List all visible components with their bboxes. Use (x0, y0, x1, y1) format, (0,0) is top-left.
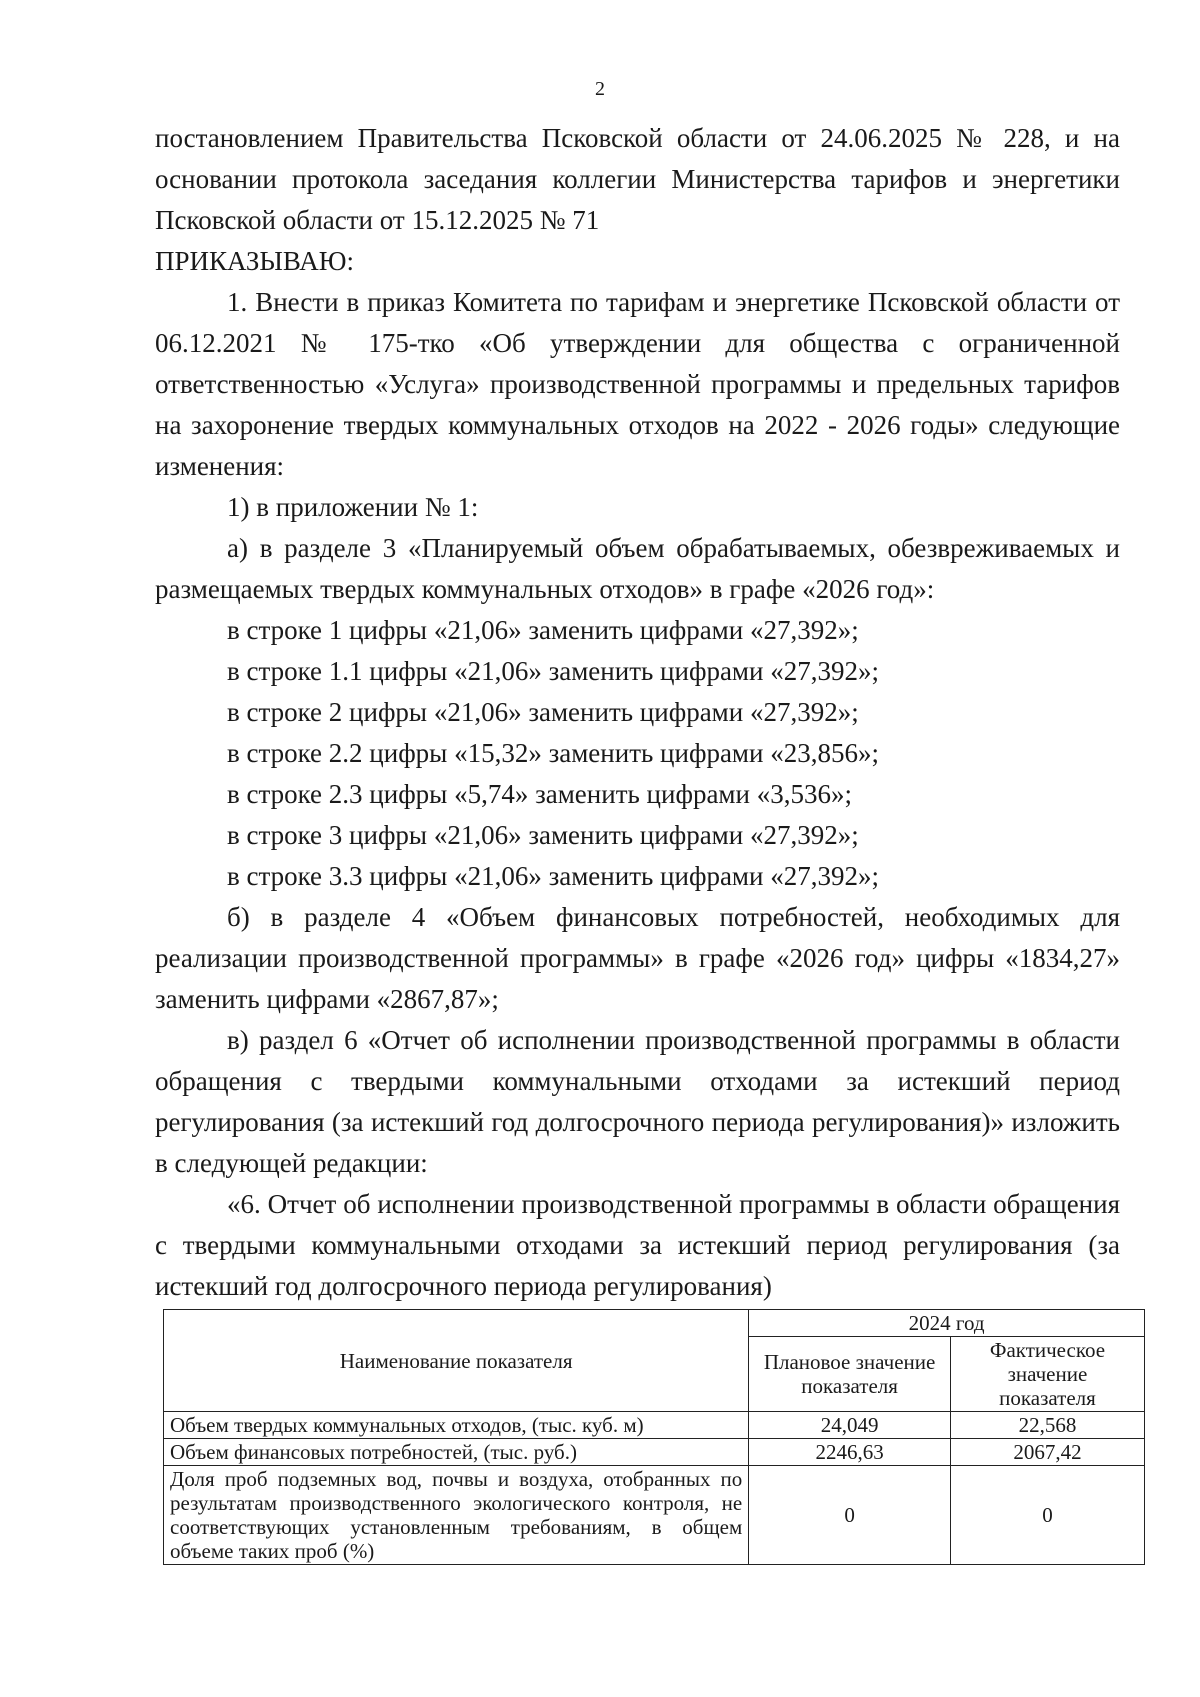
table-row (164, 1466, 1145, 1565)
replacement-line: в строке 3.3 цифры «21,06» заменить цифрами «27,392»; (227, 861, 879, 891)
table-header-row (164, 1310, 1145, 1337)
row-name: Объем финансовых потребностей, (тыс. руб.) (164, 1439, 749, 1466)
item-1-paragraph: 1. Внести в приказ Комитета по тарифам и энергетике Псковской области от 06.12.2021 № 175-тко «Об утверждении для общества с ограниченной ответственностью «Услуга» производственной программы и предельных тарифов на захоронение твердых коммунальных отходов на 2022 - 2026 годы» следующие изменения: (155, 287, 1120, 481)
report-table (163, 1309, 1145, 1565)
row-name: Объем твердых коммунальных отходов, (тыс. куб. м) (164, 1412, 749, 1439)
row-name: Доля проб подземных вод, почвы и воздуха, отобранных по результатам производственного экологического контроля, не соответствующих установленным требованиям, в общем объеме таких проб (%) (164, 1466, 749, 1565)
row-plan: 2246,63 (749, 1439, 951, 1466)
replacement-line: в строке 2.3 цифры «5,74» заменить цифрами «3,536»; (227, 779, 852, 809)
row-fact: 2067,42 (950, 1439, 1144, 1466)
replacement-line: в строке 2 цифры «21,06» заменить цифрами «27,392»; (227, 697, 859, 727)
row-fact: 0 (950, 1466, 1144, 1565)
replacement-line: в строке 3 цифры «21,06» заменить цифрами «27,392»; (227, 820, 859, 850)
row-fact: 22,568 (950, 1412, 1144, 1439)
header-year: 2024 год (749, 1310, 1145, 1337)
sub-item-1: 1) в приложении № 1: (227, 492, 479, 522)
order-heading: ПРИКАЗЫВАЮ: (155, 246, 354, 276)
section-6-heading: «6. Отчет об исполнении производственной программы в области обращения с твердыми коммунальными отходами за истекший период регулирования (за истекший год долгосрочного периода регулирования) (155, 1189, 1120, 1301)
table-row (164, 1439, 1145, 1466)
replacement-line: в строке 1.1 цифры «21,06» заменить цифрами «27,392»; (227, 656, 879, 686)
sub-item-b: б) в разделе 4 «Объем финансовых потребностей, необходимых для реализации производственной программы» в графе «2026 год» цифры «1834,27» заменить цифрами «2867,87»; (155, 902, 1120, 1014)
row-plan: 24,049 (749, 1412, 951, 1439)
table-row (164, 1412, 1145, 1439)
header-fact-value: Фактическое значение показателя (950, 1337, 1144, 1412)
document-body (155, 118, 1120, 1307)
header-plan-value: Плановое значение показателя (749, 1337, 951, 1412)
intro-paragraph: постановлением Правительства Псковской области от 24.06.2025 № 228, и на основании протокола заседания коллегии Министерства тарифов и энергетики Псковской области от 15.12.2025 № 71 (155, 123, 1120, 235)
sub-item-a: а) в разделе 3 «Планируемый объем обрабатываемых, обезвреживаемых и размещаемых твердых коммунальных отходов» в графе «2026 год»: (155, 533, 1120, 604)
sub-item-v: в) раздел 6 «Отчет об исполнении производственной программы в области обращения с твердыми коммунальными отходами за истекший период регулирования (за истекший год долгосрочного периода регулирования)» изложить в следующей редакции: (155, 1025, 1120, 1178)
row-plan: 0 (749, 1466, 951, 1565)
replacement-line: в строке 2.2 цифры «15,32» заменить цифрами «23,856»; (227, 738, 879, 768)
page-number: 2 (595, 78, 605, 100)
header-indicator-name: Наименование показателя (164, 1310, 749, 1412)
replacement-line: в строке 1 цифры «21,06» заменить цифрами «27,392»; (227, 615, 859, 645)
